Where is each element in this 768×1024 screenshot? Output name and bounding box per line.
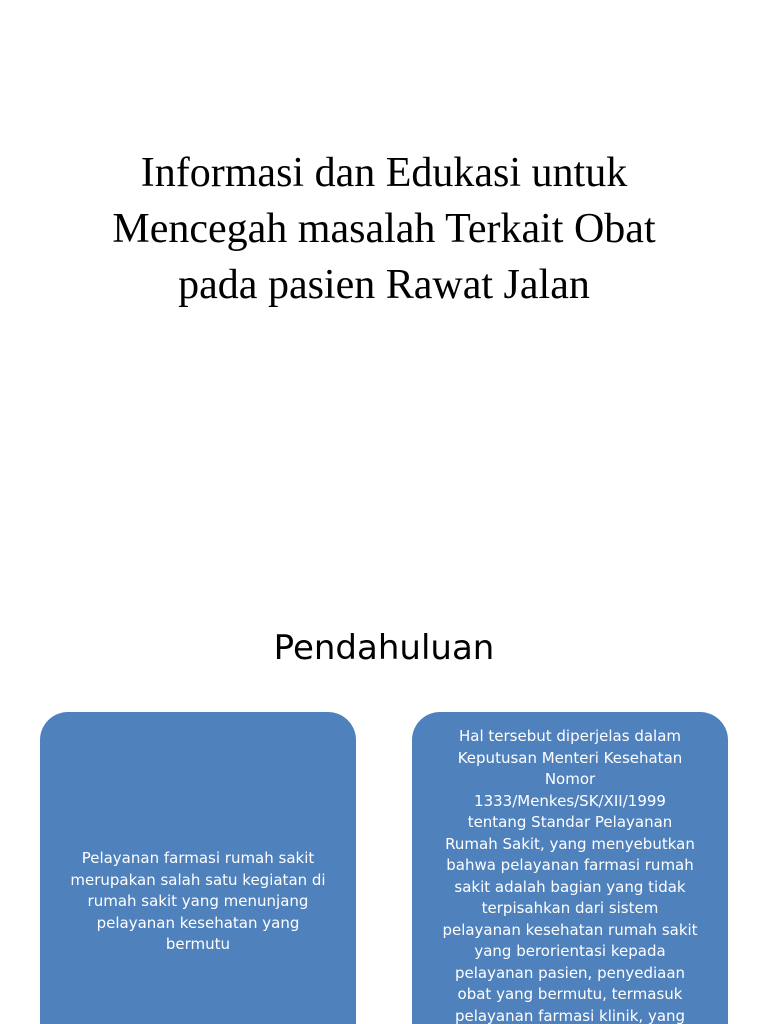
info-box-line: Nomor bbox=[544, 770, 596, 788]
info-box-line: bermutu bbox=[165, 935, 231, 953]
info-box-line: merupakan salah satu kegiatan di bbox=[70, 870, 326, 889]
info-box-line: sakit adalah bagian yang tidak bbox=[454, 877, 686, 896]
info-box-right-text bbox=[432, 726, 708, 1024]
info-box-line: yang berorientasi kepada bbox=[474, 942, 666, 960]
info-box-line: pelayanan pasien, penyediaan bbox=[454, 963, 686, 982]
info-box-line: tentang Standar Pelayanan bbox=[467, 813, 673, 831]
info-box-left-text bbox=[58, 848, 338, 956]
info-box-line: Keputusan Menteri Kesehatan bbox=[457, 748, 683, 767]
section-heading: Pendahuluan bbox=[273, 628, 495, 668]
info-box-line: obat yang bermutu, termasuk bbox=[457, 985, 683, 1003]
info-box-right bbox=[412, 712, 728, 1024]
info-box-line: Pelayanan farmasi rumah sakit bbox=[81, 849, 315, 867]
slide-title bbox=[60, 145, 708, 313]
info-box-line: bahwa pelayanan farmasi rumah bbox=[446, 856, 694, 874]
info-box-line: 1333/Menkes/SK/XII/1999 bbox=[474, 791, 666, 810]
info-box-line: Rumah Sakit, yang menyebutkan bbox=[445, 834, 695, 853]
info-box-line: rumah sakit yang menunjang bbox=[87, 892, 309, 910]
info-box-line: pelayanan kesehatan rumah sakit bbox=[442, 920, 698, 939]
info-box-line: pelayanan farmasi klinik, yang bbox=[454, 1006, 686, 1024]
info-box-left bbox=[40, 712, 356, 1024]
slide-title-line: Informasi dan Edukasi untuk bbox=[140, 150, 628, 196]
info-box-line: pelayanan kesehatan yang bbox=[96, 913, 300, 932]
info-box-line: terpisahkan dari sistem bbox=[481, 899, 659, 917]
slide-title-line: pada pasien Rawat Jalan bbox=[178, 262, 590, 308]
slide-title-line: Mencegah masalah Terkait Obat bbox=[112, 206, 656, 252]
info-box-line: Hal tersebut diperjelas dalam bbox=[458, 727, 682, 745]
